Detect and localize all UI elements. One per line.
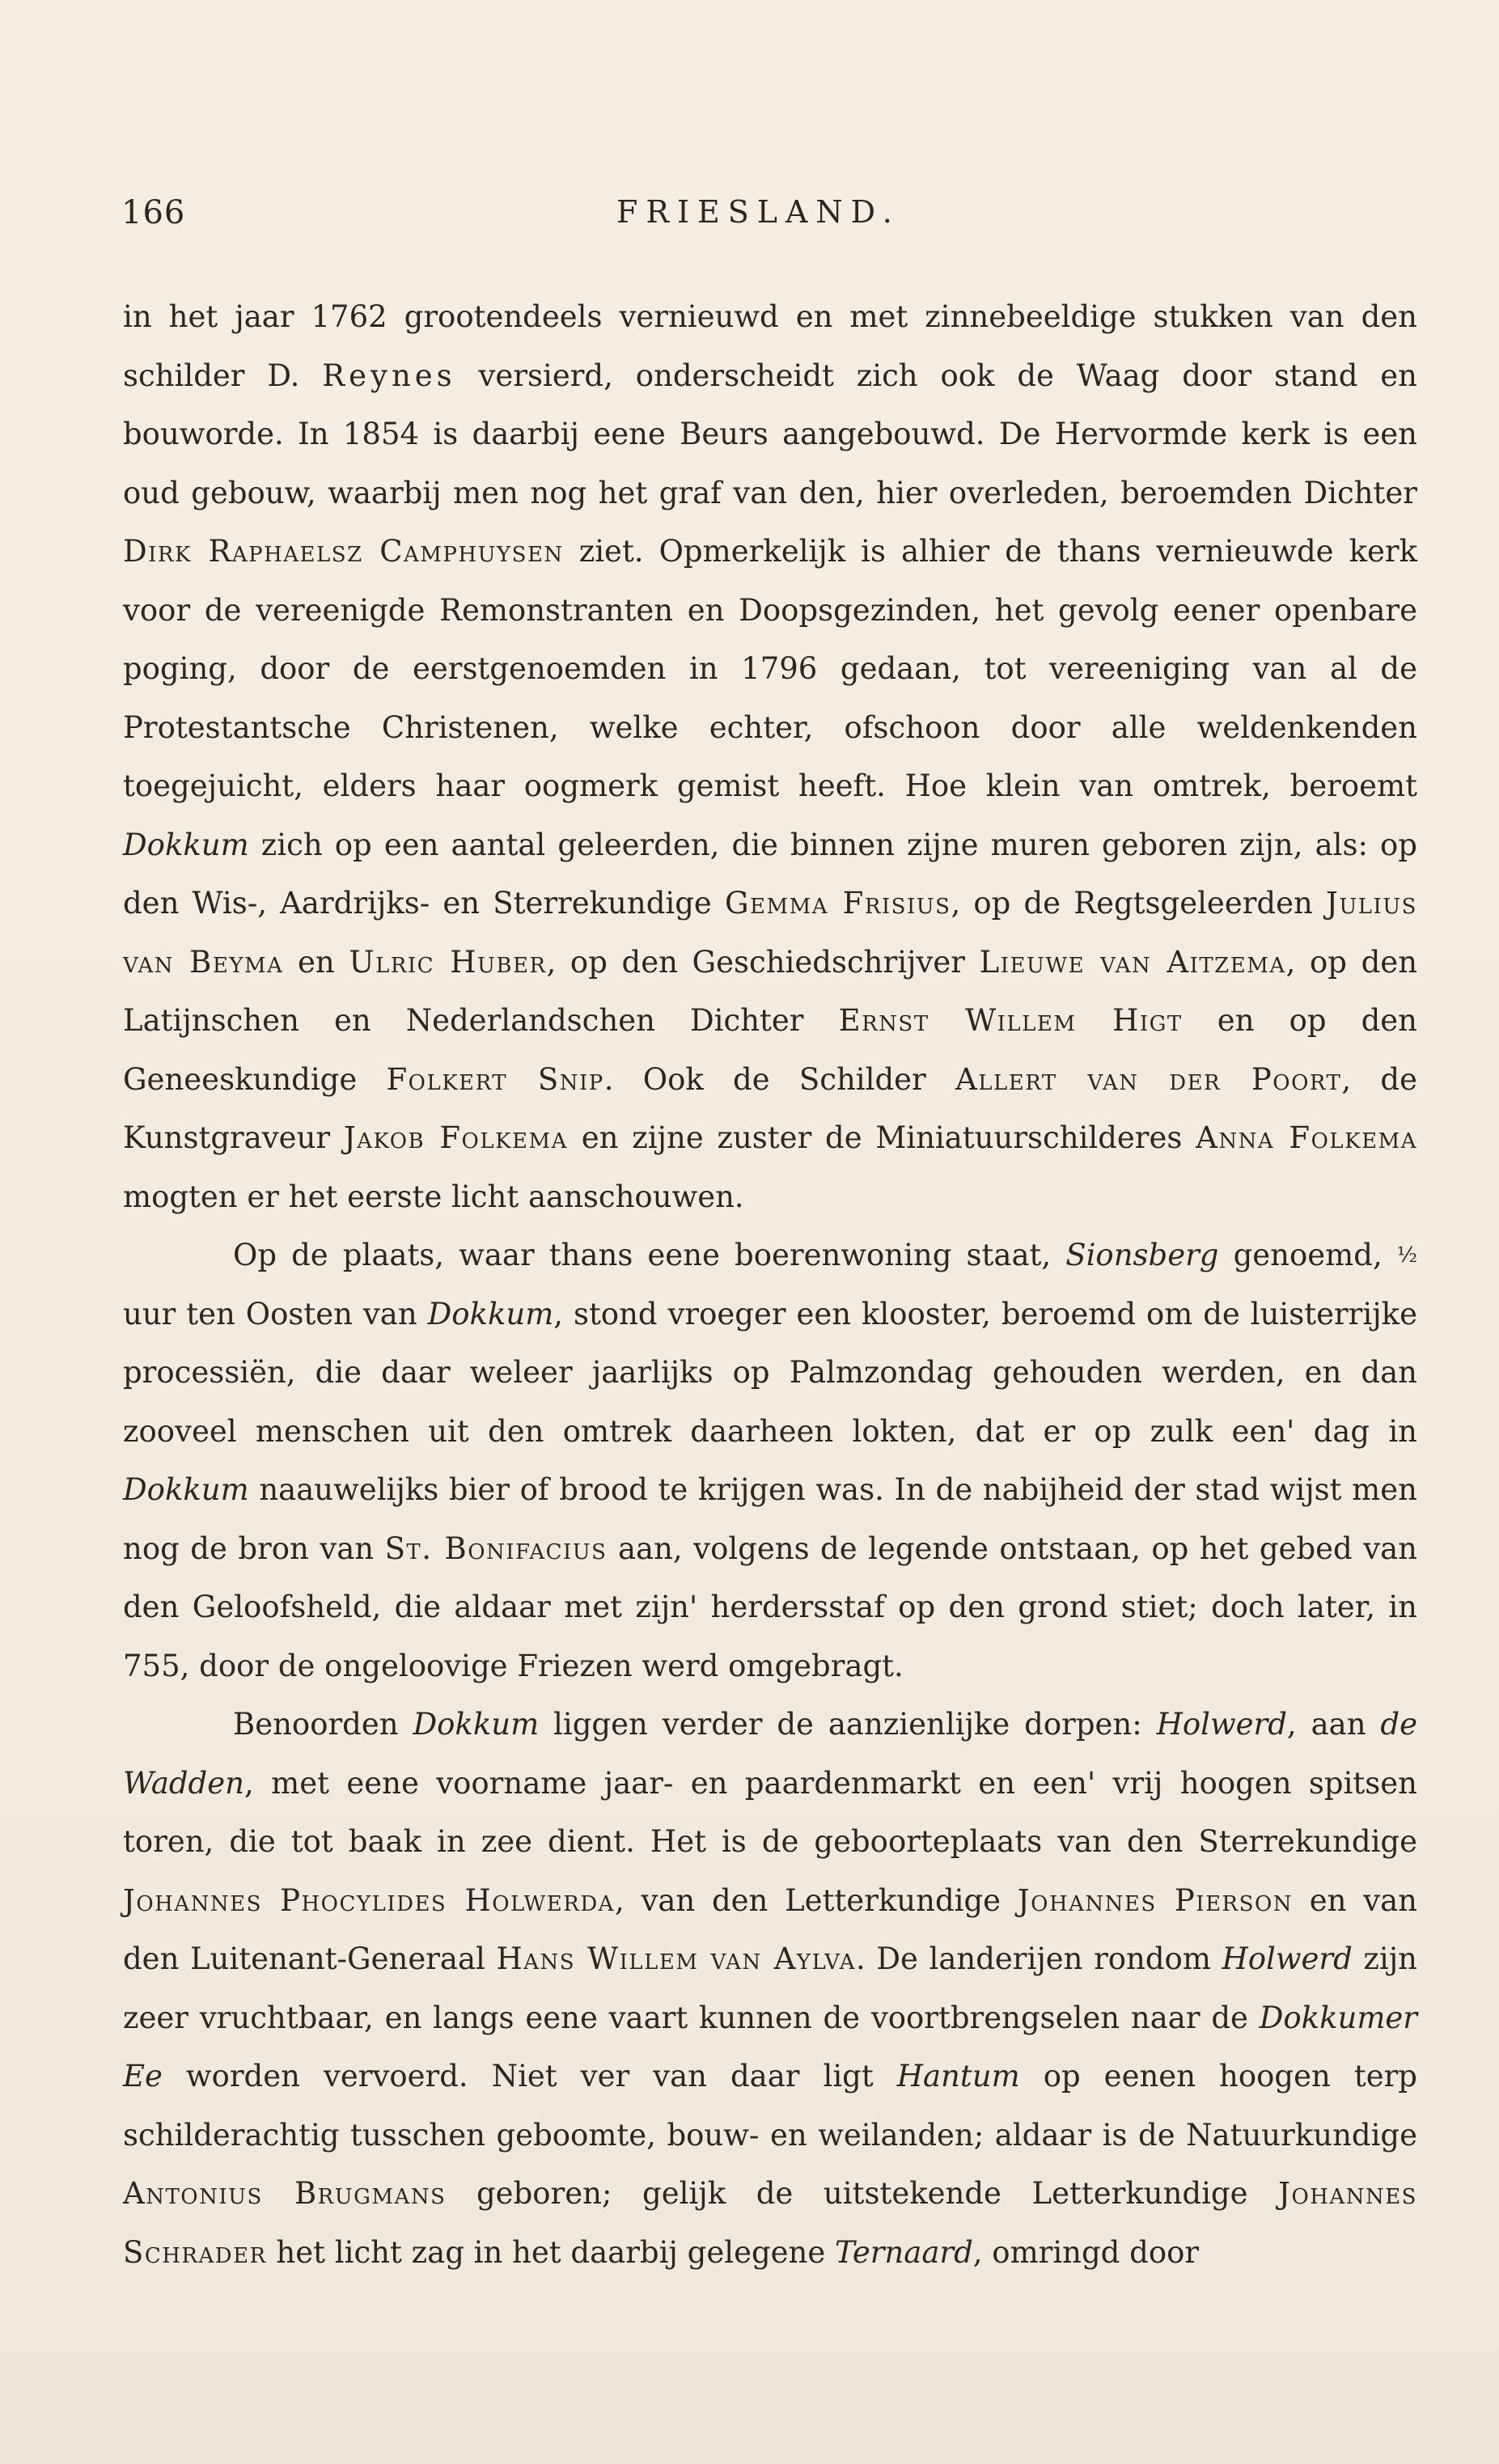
italic-place-name: de Wadden (123, 1707, 1418, 1801)
page-number: 166 (121, 194, 186, 231)
italic-place-name: Dokkum (123, 827, 249, 862)
text-run: . Ook de Schilder (603, 1061, 955, 1097)
text-run: naauwelijks bier of brood te krijgen was. In de nabijheid der stad wijst men nog de bron van (123, 1472, 1417, 1566)
person-name: Gemma Frisius (724, 886, 951, 921)
running-head: FRIESLAND. (616, 194, 900, 230)
person-name: Ulric Huber (349, 944, 547, 980)
body-text (123, 288, 1417, 2282)
person-name: Jakob Folkema (343, 1120, 568, 1155)
person-name: Allert van der Poort (955, 1061, 1342, 1097)
italic-place-name: Sionsberg (1065, 1238, 1219, 1272)
italic-place-name: Holwerd (1222, 1941, 1353, 1976)
person-name: Ernst Willem Higt (838, 1003, 1183, 1038)
italic-place-name: Dokkum (123, 1472, 249, 1507)
spaced-name: Reynes (322, 358, 456, 393)
text-run: , van den Letterkundige (614, 1882, 1018, 1918)
text-run: , omringd door (972, 2234, 1200, 2270)
text-run: ziet. Opmerkelijk is alhier de thans vernieuwde kerk voor de vereenigde Remonstranten en Doopsgezinden, het gevolg eener openbare poging, door de eerstgenoemden in 1796 gedaan, tot vereeniging van al de Protestantsche Christenen, welke echter, ofschoon door alle weldenkenden toegejuicht, elders haar oogmerk gemist heeft. Hoe klein van omtrek, beroemt (123, 534, 1417, 803)
text-run: en (283, 944, 349, 980)
person-name: Anna Folkema (1196, 1120, 1417, 1155)
text-run: uur ten Oosten van (123, 1296, 428, 1331)
text-run: , op de Regtsgeleerden (951, 886, 1326, 921)
text-run: en van den Luitenant-Generaal (123, 1882, 1417, 1976)
italic-place-name: Dokkum (413, 1707, 540, 1742)
text-run: , met eene voorname jaar- en paardenmarkt en een' vrij hoogen spitsen toren, die tot baak in zee dient. Het is de geboorteplaats van den Sterrekundige (123, 1765, 1417, 1859)
text-run: geboren; gelijk de uitstekende Letterkundige (446, 2176, 1279, 2211)
person-name: Johannes Phocylides Holwerda (123, 1882, 615, 1918)
text-run: , aan (1286, 1707, 1381, 1742)
italic-place-name: Dokkum (427, 1296, 554, 1331)
paragraph-1 (123, 288, 1417, 1226)
text-run: , op den Geschiedschrijver (546, 944, 980, 980)
text-run: , de Kunstgraveur (123, 1061, 1417, 1155)
text-run: het licht zag in het daarbij gelegene (266, 2234, 836, 2270)
fraction: ½ (1396, 1243, 1418, 1268)
text-run: , stond vroeger een klooster, beroemd om de luisterrijke processiën, die daar weleer jaarlijks op Palmzondag gehouden werden, en dan zooveel menschen uit den omtrek daarheen lokten, dat er op zulk een' dag in (123, 1296, 1417, 1449)
person-name: Folkert Snip (386, 1061, 604, 1097)
text-run: en zijne zuster de Miniatuurschilderes (567, 1120, 1196, 1155)
person-name: Johannes Schrader (123, 2176, 1417, 2270)
text-run: worden vervoerd. Niet ver van daar ligt (162, 2059, 897, 2094)
paragraph-2 (123, 1226, 1417, 1696)
text-run: genoemd, (1218, 1238, 1397, 1272)
text-run: zijn zeer vruchtbaar, en langs eene vaart kunnen de voortbrengselen naar de (123, 1941, 1418, 2035)
italic-place-name: Dokkumer Ee (123, 2000, 1417, 2094)
paragraph-3 (123, 1696, 1417, 2282)
text-run: mogten er het eerste licht aanschouwen. (123, 1179, 744, 1214)
text-run: zich op een aantal geleerden, die binnen zijne muren geboren zijn, als: op den Wis-, Aardrijks- en Sterrekundige (123, 827, 1417, 921)
person-name: St. Bonifacius (384, 1530, 608, 1566)
text-run: aan, volgens de legende ontstaan, op het gebed van den Geloofsheld, die aldaar met zijn' herdersstaf op den grond stiet; doch later, in 755, door de ongeloovige Friezen werd omgebragt. (123, 1530, 1417, 1683)
italic-place-name: Ternaard (835, 2234, 973, 2270)
text-run: liggen verder de aanzienlijke dorpen: (539, 1707, 1157, 1742)
text-run: in het jaar 1762 grootendeels vernieuwd en met zinnebeeldige stukken van den schilder D. (123, 299, 1417, 393)
text-run: Op de plaats, waar thans eene boerenwoning staat, (233, 1238, 1066, 1272)
person-name: Julius van Beyma (123, 886, 1417, 980)
person-name: Hans Willem van Aylva (496, 1941, 857, 1976)
text-run: op eenen hoogen terp schilderachtig tusschen geboomte, bouw- en weilanden; aldaar is de Natuurkundige (123, 2059, 1417, 2153)
person-name: Antonius Brugmans (123, 2176, 447, 2211)
person-name: Lieuwe van Aitzema (979, 944, 1286, 980)
person-name: Dirk Raphaelsz Camphuysen (123, 534, 564, 569)
text-run: Benoorden (233, 1707, 413, 1742)
text-run: en op den Geneeskundige (123, 1003, 1418, 1097)
text-run: , op den Latijnschen en Nederlandschen Dichter (123, 944, 1418, 1038)
page-header (121, 194, 1416, 243)
text-run: versierd, onderscheidt zich ook de Waag door stand en bouworde. In 1854 is daarbij eene Beurs aangebouwd. De Hervormde kerk is een oud gebouw, waarbij men nog het graf van den, hier overleden, beroemden Dichter (123, 358, 1418, 510)
person-name: Johannes Pierson (1017, 1882, 1294, 1918)
text-run: . De landerijen rondom (856, 1941, 1222, 1976)
italic-place-name: Holwerd (1156, 1707, 1287, 1742)
italic-place-name: Hantum (896, 2059, 1020, 2094)
